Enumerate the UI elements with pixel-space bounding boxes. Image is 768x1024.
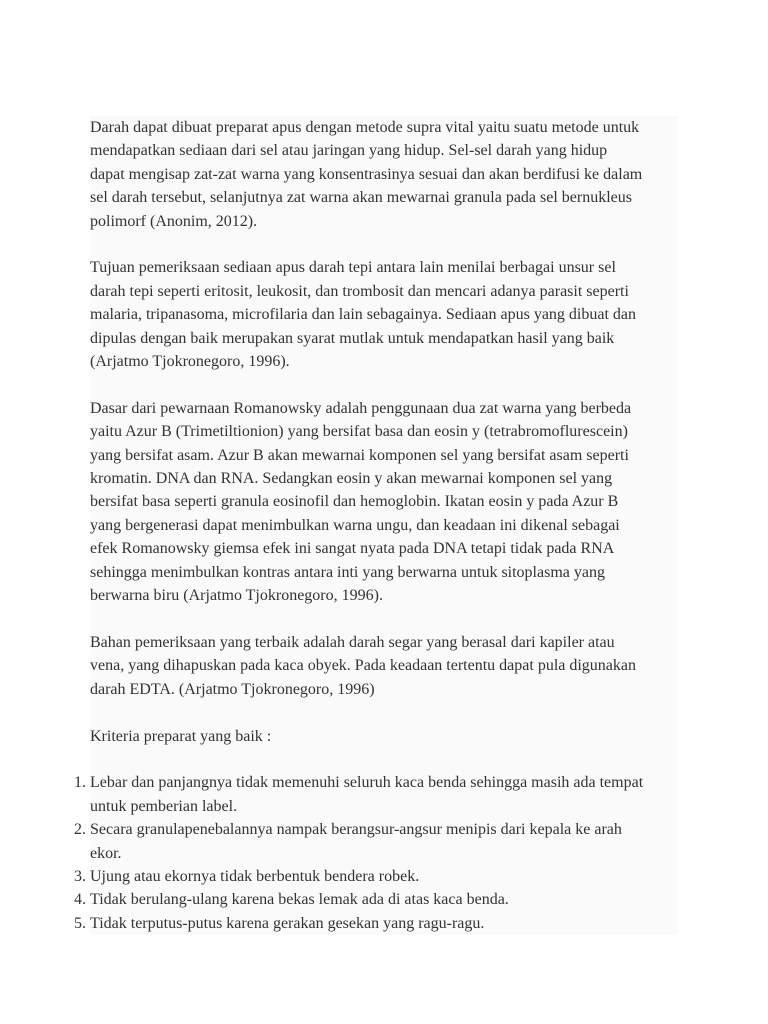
paragraph-romanowsky: Dasar dari pewarnaan Romanowsky adalah penggunaan dua zat warna yang berbeda yaitu Azur B (Trimetiltionion) yang bersifat basa dan eosin y (tetrabromoflurescein) yang bersifat asam. Azur B akan mewarnai komponen sel yang bersifat asam seperti kromatin. DNA dan RNA. Sedangkan eosin y akan mewarnai komponen sel yang bersifat basa seperti granula eosinofil dan hemoglobin. Ikatan eosin y pada Azur B yang bergenerasi dapat menimbulkan warna ungu, dan keadaan ini dikenal sebagai efek Romanowsky giemsa efek ini sangat nyata pada DNA tetapi tidak pada RNA sehingga menimbulkan kontras antara inti yang berwarna untuk sitoplasma yang berwarna biru (Arjatmo Tjokronegoro, 1996). xyxy=(90,399,632,605)
list-item-number: 5. xyxy=(74,914,86,932)
paragraph-tujuan-pemeriksaan: Tujuan pemeriksaan sediaan apus darah tepi antara lain menilai berbagai unsur sel darah tepi seperti eritosit, leukosit, dan trombosit dan mencari adanya parasit seperti malaria, tripanasoma, microfilaria dan lain sebagainya. Sediaan apus yang dibuat dan dipulas dengan baik merupakan syarat mutlak untuk mendapatkan hasil yang baik (Arjatmo Tjokronegoro, 1996). xyxy=(90,259,637,371)
criteria-heading: Kriteria preparat yang baik : xyxy=(90,727,272,745)
list-item-number: 1. xyxy=(74,774,86,792)
list-item xyxy=(74,865,678,888)
list-item-number: 4. xyxy=(74,891,86,909)
list-item xyxy=(74,818,678,865)
paragraph-bahan-pemeriksaan: Bahan pemeriksaan yang terbaik adalah darah segar yang berasal dari kapiler atau vena, yang dihapuskan pada kaca obyek. Pada keadaan tertentu dapat pula digunakan darah EDTA. (Arjatmo Tjokronegoro, 1996) xyxy=(90,633,637,698)
list-item xyxy=(74,888,678,911)
list-item-number: 3. xyxy=(74,867,86,885)
list-item-text: Ujung atau ekornya tidak berbentuk bendera robek. xyxy=(90,867,420,885)
list-item-text: Lebar dan panjangnya tidak memenuhi seluruh kaca benda sehingga masih ada tempat untuk pemberian label. xyxy=(90,774,644,815)
list-item xyxy=(74,771,678,818)
list-item-text: Tidak terputus-putus karena gerakan gesekan yang ragu-ragu. xyxy=(90,914,485,932)
list-item-number: 2. xyxy=(74,821,86,839)
list-item-text: Tidak berulang-ulang karena bekas lemak ada di atas kaca benda. xyxy=(90,891,509,909)
list-item-text: Secara granulapenebalannya nampak berangsur-angsur menipis dari kepala ke arah ekor. xyxy=(90,821,622,862)
document-body xyxy=(74,116,678,935)
criteria-list xyxy=(74,771,678,935)
paragraph-supra-vital: Darah dapat dibuat preparat apus dengan metode supra vital yaitu suatu metode untuk mendapatkan sediaan dari sel atau jaringan yang hidup. Sel-sel darah yang hidup dapat mengisap zat-zat warna yang konsentrasinya sesuai dan akan berdifusi ke dalam sel darah tersebut, selanjutnya zat warna akan mewarnai granula pada sel bernukleus polimorf (Anonim, 2012). xyxy=(90,119,643,230)
list-item xyxy=(74,912,678,935)
